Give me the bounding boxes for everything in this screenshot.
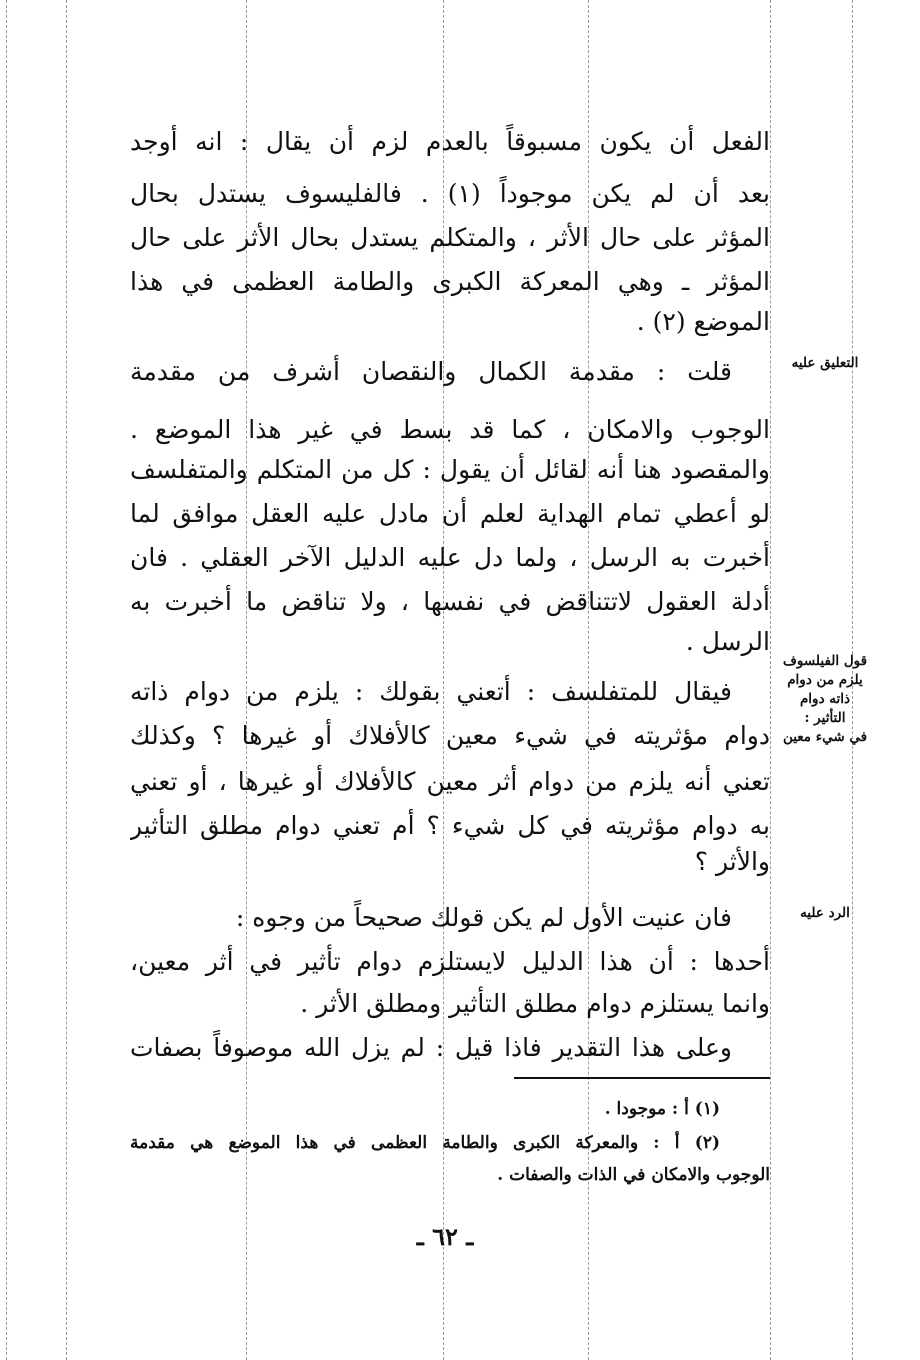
body-line: الرسل . (685, 627, 770, 656)
margin-note-reply: الرد عليه (800, 905, 850, 921)
body-line: قلت : مقدمة الكمال والنقصان أشرف من مقدمة (130, 357, 732, 386)
footnote-separator (514, 1077, 770, 1079)
footnote-2-continued: الوجوب والامكان في الذات والصفات . (497, 1165, 770, 1185)
body-line: دوام مؤثريته في شيء معين كالأفلاك أو غيرها ؟ وكذلك (130, 721, 770, 750)
body-line: تعني أنه يلزم من دوام أثر معين كالأفلاك أو غيرها ، أو تعني (130, 767, 770, 796)
margin-note-line: التأثير : (804, 710, 846, 726)
body-line: والمقصود هنا أنه لقائل أن يقول : كل من المتكلم والمتفلسف (130, 455, 770, 484)
body-line: المؤثر على حال الأثر ، والمتكلم يستدل بحال الأثر على حال (130, 223, 770, 252)
body-line: والأثر ؟ (694, 847, 770, 876)
body-line: وعلى هذا التقدير فاذا قيل : لم يزل الله موصوفاً بصفات (130, 1033, 732, 1062)
body-line: وانما يستلزم دوام مطلق التأثير ومطلق الأثر . (300, 989, 770, 1018)
body-line: المؤثر ـ وهي المعركة الكبرى والطامة العظمى في هذا (130, 267, 770, 296)
margin-note-line: قول الفيلسوف (782, 653, 868, 669)
body-line: به دوام مؤثريته في كل شيء ؟ أم تعني دوام مطلق التأثير (130, 811, 770, 840)
body-line: أخبرت به الرسل ، ولما دل عليه الدليل الآخر العقلي . فان (130, 543, 770, 572)
body-line: فان عنيت الأول لم يكن قولك صحيحاً من وجوه : (235, 903, 732, 932)
body-line: الفعل أن يكون مسبوقاً بالعدم لزم أن يقال : انه أوجد (130, 127, 770, 156)
scan-guide-line (6, 0, 7, 1360)
body-line: الموضع (٢) . (636, 307, 770, 336)
scan-guide-line (770, 0, 771, 1360)
body-line: فيقال للمتفلسف : أتعني بقولك : يلزم من دوام ذاته (130, 677, 732, 706)
margin-note-line: في شيء معين (782, 729, 868, 745)
body-line: أحدها : أن هذا الدليل لايستلزم دوام تأثير في أثر معين، (130, 947, 770, 976)
body-line: بعد أن لم يكن موجوداً (١) . فالفليسوف يستدل بحال (130, 179, 770, 208)
scan-guide-line (66, 0, 67, 1360)
body-line: لو أعطي تمام الهداية لعلم أن مادل عليه العقل موافق لما (130, 499, 770, 528)
body-line: أدلة العقول لاتتناقض في نفسها ، ولا تناقض ما أخبرت به (130, 587, 770, 616)
margin-note-line: ذاته دوام (799, 691, 851, 707)
page-number: ـ ٦٢ ـ (416, 1222, 474, 1251)
footnote-1: (١) أ : موجودا . (604, 1099, 720, 1119)
margin-note-commentary: التعليق عليه (791, 355, 859, 371)
body-line: الوجوب والامكان ، كما قد بسط في غير هذا الموضع . (130, 415, 770, 444)
margin-note-philosopher (776, 652, 874, 747)
margin-note-line: يلزم من دوام (787, 672, 863, 688)
footnote-2: (٢) أ : والمعركة الكبرى والطامة العظمى في هذا الموضع هي مقدمة (130, 1133, 720, 1153)
